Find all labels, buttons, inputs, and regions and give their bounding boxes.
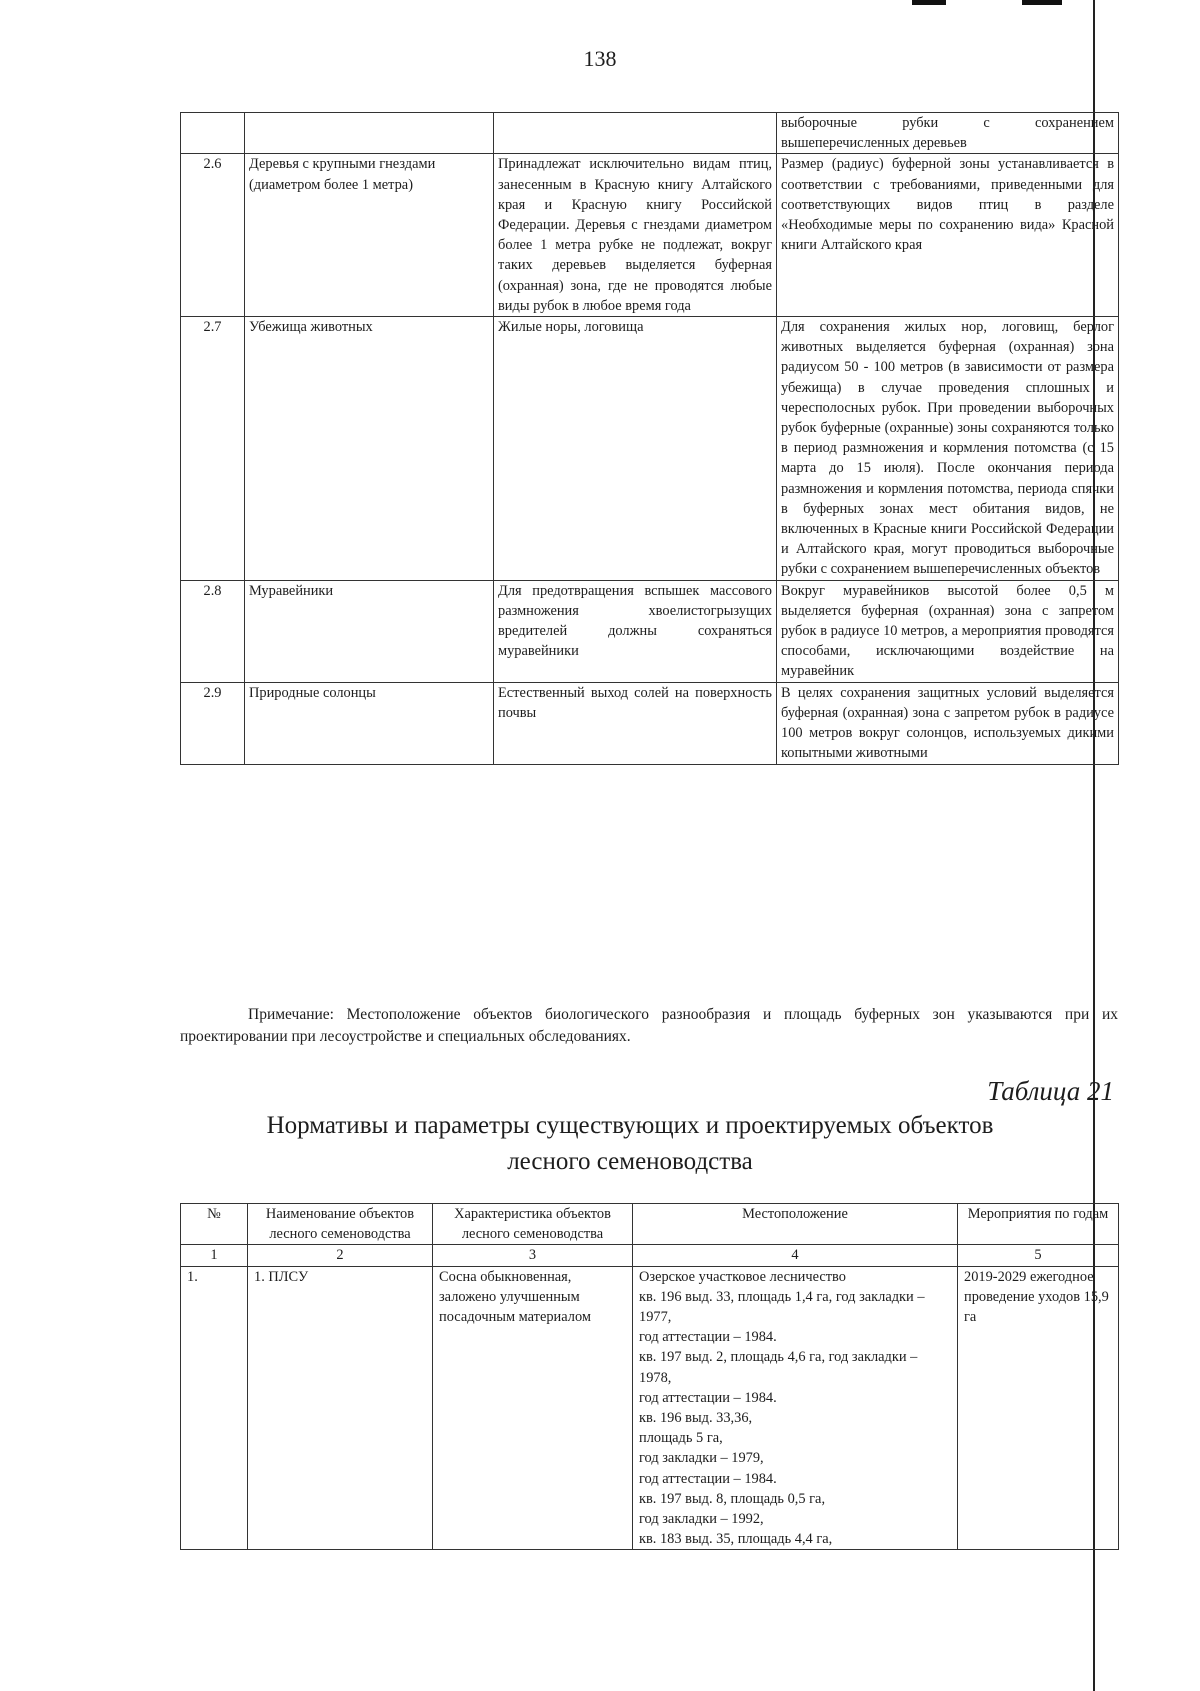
table-caption: Таблица 21 <box>987 1076 1114 1106</box>
table-row <box>181 580 1119 682</box>
page-number: 138 <box>583 46 617 71</box>
object-feature: Для предотвращения вспышек массового размножения хвоелистогрызущих вредителей должны сохраняться муравейники <box>494 580 777 682</box>
object-measures: 2019-2029 ежегодное проведение уходов 15,9 га <box>958 1266 1119 1550</box>
object-name: Деревья с крупными гнездами (диаметром более 1 метра) <box>245 154 494 317</box>
table-row <box>181 317 1119 581</box>
location-line: кв. 196 выд. 33,36, <box>639 1410 753 1427</box>
column-header: Мероприятия по годам <box>958 1204 1119 1245</box>
row-number: 2.9 <box>181 682 245 764</box>
column-index: 2 <box>248 1245 433 1266</box>
column-header: Характеристика объектов лесного семеноводства <box>433 1204 633 1245</box>
table-row <box>181 154 1119 317</box>
location-line: кв. 196 выд. 33, площадь 1,4 га, год закладки – 1977, <box>639 1288 925 1326</box>
object-name: Муравейники <box>245 580 494 682</box>
row-number: 2.8 <box>181 580 245 682</box>
column-index: 3 <box>433 1245 633 1266</box>
biodiversity-objects-table <box>180 112 1119 765</box>
scan-mark <box>1022 0 1062 5</box>
location-line: год закладки – 1979, <box>639 1450 764 1467</box>
location-line: Озерское участковое лесничество <box>639 1268 846 1285</box>
object-feature <box>494 113 777 154</box>
location-line: год закладки – 1992, <box>639 1511 764 1528</box>
column-header: Наименование объектов лесного семеноводства <box>248 1204 433 1245</box>
table-row <box>181 682 1119 764</box>
row-number <box>181 113 245 154</box>
object-location <box>633 1266 958 1550</box>
location-line: кв. 197 выд. 2, площадь 4,6 га, год закладки – 1978, <box>639 1349 918 1386</box>
object-feature: Естественный выход солей на поверхность почвы <box>494 682 777 764</box>
table-note: Примечание: Местоположение объектов биологического разнообразия и площадь буферных зон указываются при их проектировании при лесоустройстве и специальных обследованиях. <box>180 1006 1118 1045</box>
scan-mark <box>912 0 946 5</box>
object-feature: Жилые норы, логовища <box>494 317 777 581</box>
table-row <box>181 1266 1119 1550</box>
column-index: 1 <box>181 1245 248 1266</box>
column-index: 4 <box>633 1245 958 1266</box>
column-header: Местоположение <box>633 1204 958 1245</box>
location-line: площадь 5 га, <box>639 1430 723 1447</box>
column-header: № <box>181 1204 248 1245</box>
object-measures: Для сохранения жилых нор, логовищ, берлог животных выделяется буферная (охранная) зона радиусом 50 - 100 метров (в зависимости от размера убежища) в случае проведения сплошных и чересполосных рубок. При проведении выборочных рубок буферные (охранные) зоны сохраняются только в период размножения и кормления потомства (с 15 марта до 15 июля). После окончания периода размножения и кормления потомства, периода спячки в буферных зонах мест обитания видов, не включенных в Красные книги Российской Федерации и Алтайского края, могут проводиться выборочные рубки с сохранением вышеперечисленных объектов <box>777 317 1119 581</box>
object-feature: Принадлежат исключительно видам птиц, занесенным в Красную книгу Алтайского края и Красную книгу Российской Федерации. Деревья с гнездами диаметром более 1 метра рубке не подлежат, вокруг таких деревьев выделяется буферная (охранная) зона, где не проводятся любые виды рубок в любое время года <box>494 154 777 317</box>
table-row <box>181 113 1119 154</box>
table-title <box>190 1108 1070 1180</box>
object-measures: выборочные рубки с сохранением вышеперечисленных деревьев <box>777 113 1119 154</box>
row-number: 1. <box>181 1266 248 1550</box>
column-index-row <box>181 1245 1119 1266</box>
object-measures: Размер (радиус) буферной зоны устанавливается в соответствии с требованиями, приведенными для соответствующих видов птиц в разделе «Необходимые меры по сохранению вида» Красной книги Алтайского края <box>777 154 1119 317</box>
object-measures: Вокруг муравейников высотой более 0,5 м выделяется буферная (охранная) зона с запретом рубок в радиусе 10 метров, а мероприятия проводятся способами, исключающими воздействие на муравейник <box>777 580 1119 682</box>
row-number: 2.6 <box>181 154 245 317</box>
object-name: Природные солонцы <box>245 682 494 764</box>
row-number: 2.7 <box>181 317 245 581</box>
location-line: кв. 183 выд. 35, площадь 4,4 га, <box>639 1531 833 1548</box>
table-header-row <box>181 1204 1119 1245</box>
object-feature: Сосна обыкновенная, заложено улучшенным посадочным материалом <box>433 1266 633 1550</box>
column-index: 5 <box>958 1245 1119 1266</box>
location-line: год аттестации – 1984. <box>639 1329 777 1346</box>
object-measures: В целях сохранения защитных условий выделяется буферная (охранная) зона с запретом рубок в радиусе 100 метров вокруг солонцов, используемых дикими копытными животными <box>777 682 1119 764</box>
table-title-line: Нормативы и параметры существующих и проектируемых объектов <box>266 1112 994 1139</box>
location-line: год аттестации – 1984. <box>639 1470 777 1487</box>
object-name: Убежища животных <box>245 317 494 581</box>
object-name: 1. ПЛСУ <box>248 1266 433 1550</box>
table-title-line: лесного семеноводства <box>507 1148 753 1175</box>
location-line: год аттестации – 1984. <box>639 1389 777 1406</box>
object-name <box>245 113 494 154</box>
location-line: кв. 197 выд. 8, площадь 0,5 га, <box>639 1490 826 1507</box>
seed-objects-table <box>180 1203 1119 1550</box>
